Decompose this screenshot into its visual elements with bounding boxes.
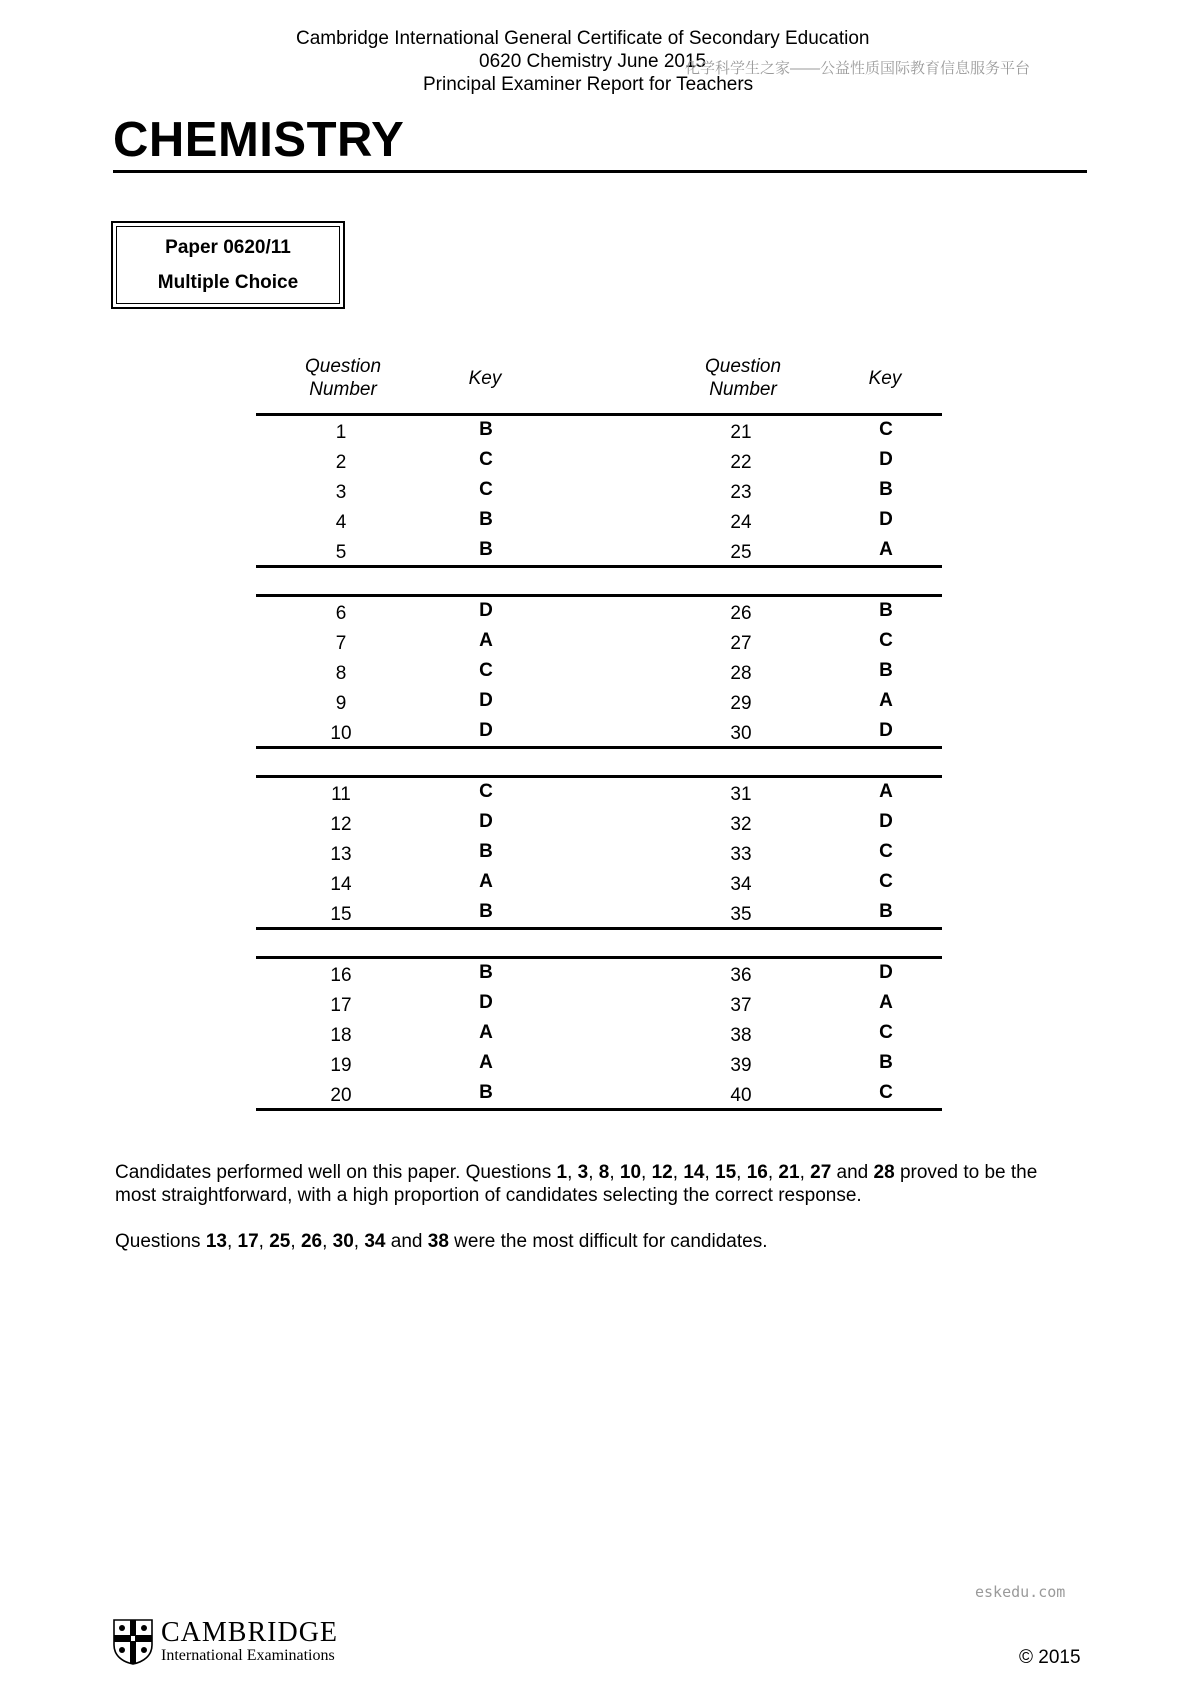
summary-text: , — [736, 1162, 747, 1183]
answer-key: D — [479, 992, 493, 1013]
table-rule — [256, 565, 942, 568]
summary-text: Questions — [115, 1231, 206, 1252]
question-number: 14 — [330, 874, 352, 895]
question-number: 8 — [335, 663, 347, 684]
summary-text: , — [704, 1162, 716, 1183]
question-number: 2 — [335, 452, 347, 473]
answer-key: C — [479, 449, 493, 470]
summary-text: Candidates performed well on this paper. Questions — [115, 1162, 557, 1183]
cambridge-logo — [113, 1618, 338, 1666]
summary-text: , — [567, 1162, 578, 1183]
answer-key: A — [879, 781, 893, 802]
table-rule — [256, 594, 942, 597]
answer-key: D — [479, 720, 493, 741]
question-number: 10 — [330, 723, 352, 744]
header-line-syllabus: 0620 Chemistry June 2015 — [479, 51, 707, 72]
summary-text: and — [385, 1231, 428, 1252]
answer-key: C — [879, 1082, 893, 1103]
question-number: 37 — [730, 995, 752, 1016]
summary-text: , — [290, 1231, 301, 1252]
question-ref: 8 — [598, 1162, 610, 1183]
answer-key: C — [879, 419, 893, 440]
answer-key: D — [879, 811, 893, 832]
answer-key: D — [479, 600, 493, 621]
answer-key: B — [479, 509, 493, 530]
question-ref: 34 — [364, 1231, 386, 1252]
question-number: 7 — [335, 633, 347, 654]
answer-key: B — [479, 419, 493, 440]
question-ref: 3 — [577, 1162, 589, 1183]
question-number: 31 — [730, 784, 752, 805]
logo-name: CAMBRIDGE — [161, 1617, 339, 1648]
question-number: 40 — [730, 1085, 752, 1106]
question-number: 28 — [730, 663, 752, 684]
header-line-report-type: Principal Examiner Report for Teachers — [423, 74, 754, 95]
question-ref: 26 — [300, 1231, 323, 1252]
table-rule — [256, 413, 942, 416]
question-number: 11 — [331, 784, 351, 805]
table-rule — [256, 956, 942, 959]
question-number: 3 — [335, 482, 347, 503]
header-text: Question — [304, 356, 382, 377]
page-title: CHEMISTRY — [113, 113, 405, 167]
summary-text: were the most difficult for candidates. — [448, 1231, 768, 1252]
question-number: 26 — [730, 603, 752, 624]
question-number: 27 — [730, 633, 752, 654]
question-number: 25 — [730, 542, 752, 563]
summary-paragraph-well — [115, 1161, 1075, 1207]
title-rule — [113, 170, 1087, 173]
question-number: 33 — [730, 844, 752, 865]
answer-key: A — [479, 1022, 493, 1043]
table-rule — [256, 775, 942, 778]
answer-key: A — [879, 539, 893, 560]
answer-key: C — [879, 1022, 893, 1043]
answer-key: B — [479, 539, 493, 560]
question-number-header-right — [673, 355, 813, 401]
question-ref: 30 — [332, 1231, 354, 1252]
answer-key: B — [479, 901, 493, 922]
question-ref: 21 — [778, 1162, 800, 1183]
answer-key: C — [879, 841, 893, 862]
question-ref: 17 — [237, 1231, 259, 1252]
answer-key: B — [879, 600, 893, 621]
question-number: 24 — [730, 512, 752, 533]
answer-key: D — [879, 720, 893, 741]
question-number: 12 — [330, 814, 352, 835]
summary-text: , — [258, 1231, 270, 1252]
header-text: Question — [704, 356, 782, 377]
question-number: 29 — [730, 693, 752, 714]
paper-code: Paper 0620/11 — [165, 237, 291, 258]
question-ref: 12 — [651, 1162, 673, 1183]
question-ref: 28 — [873, 1162, 895, 1183]
answer-key: D — [879, 962, 893, 983]
paper-box — [111, 221, 345, 309]
question-number: 15 — [330, 904, 352, 925]
question-number: 38 — [730, 1025, 752, 1046]
summary-text: , — [799, 1162, 811, 1183]
summary-text: , — [588, 1162, 599, 1183]
question-number: 34 — [730, 874, 752, 895]
table-rule — [256, 1108, 942, 1111]
question-ref: 38 — [427, 1231, 449, 1252]
question-number: 17 — [330, 995, 352, 1016]
summary-text: , — [641, 1162, 652, 1183]
answer-key: B — [879, 901, 893, 922]
question-number: 18 — [330, 1025, 352, 1046]
key-header-left: Key — [468, 368, 502, 389]
question-number: 9 — [335, 693, 347, 714]
answer-key: B — [479, 962, 493, 983]
header-text: Number — [309, 379, 377, 400]
answer-key: D — [479, 811, 493, 832]
answer-key: A — [479, 1052, 493, 1073]
answer-key: B — [479, 841, 493, 862]
summary-text: and — [831, 1162, 874, 1183]
question-number: 21 — [730, 422, 752, 443]
question-ref: 15 — [715, 1162, 737, 1183]
question-number: 36 — [730, 965, 752, 986]
answer-key: D — [479, 690, 493, 711]
question-number: 6 — [335, 603, 347, 624]
question-ref: 16 — [746, 1162, 768, 1183]
answer-key: D — [879, 509, 893, 530]
question-number: 23 — [730, 482, 752, 503]
question-ref: 1 — [556, 1162, 568, 1183]
answer-key: B — [879, 479, 893, 500]
question-ref: 25 — [269, 1231, 291, 1252]
summary-paragraph-difficult — [115, 1230, 1075, 1253]
answer-key: A — [479, 630, 493, 651]
question-number: 35 — [730, 904, 752, 925]
header-watermark: 化学科学生之家——公益性质国际教育信息服务平台 — [685, 60, 1031, 77]
answer-key: C — [479, 479, 493, 500]
table-rule — [256, 746, 942, 749]
question-number: 20 — [330, 1085, 352, 1106]
summary-text: , — [322, 1231, 333, 1252]
answer-key: D — [879, 449, 893, 470]
question-ref: 14 — [683, 1162, 705, 1183]
header-line-qualification: Cambridge International General Certificate of Secondary Education — [296, 28, 870, 49]
question-ref: 13 — [205, 1231, 227, 1252]
question-number: 19 — [330, 1055, 352, 1076]
answer-key: A — [879, 690, 893, 711]
answer-key: C — [479, 781, 493, 802]
header-text: Number — [709, 379, 777, 400]
answer-key: A — [879, 992, 893, 1013]
question-number: 5 — [335, 542, 347, 563]
question-ref: 10 — [619, 1162, 642, 1183]
paper-box-inner — [116, 226, 340, 304]
answer-key: A — [479, 871, 493, 892]
paper-type: Multiple Choice — [157, 272, 299, 293]
answer-key: C — [479, 660, 493, 681]
answer-key: B — [879, 1052, 893, 1073]
question-number: 22 — [730, 452, 752, 473]
question-ref: 27 — [810, 1162, 832, 1183]
question-number: 30 — [730, 723, 752, 744]
footer-watermark: eskedu.com — [975, 1583, 1066, 1601]
summary-text: , — [672, 1162, 684, 1183]
answer-key: C — [879, 630, 893, 651]
question-number: 1 — [335, 422, 347, 443]
copyright: © 2015 — [1019, 1647, 1081, 1668]
summary-text: , — [609, 1162, 620, 1183]
summary-text: , — [353, 1231, 365, 1252]
question-number: 32 — [730, 814, 752, 835]
question-number-header-left — [273, 355, 413, 401]
key-header-right: Key — [868, 368, 902, 389]
answer-key: B — [479, 1082, 493, 1103]
question-number: 39 — [730, 1055, 752, 1076]
cambridge-crest-icon — [113, 1619, 153, 1665]
question-number: 13 — [330, 844, 352, 865]
answer-key: B — [879, 660, 893, 681]
question-number: 16 — [330, 965, 352, 986]
table-rule — [256, 927, 942, 930]
summary-text: proved to be the most straightforward, with a high proportion of candidates selecting the correct response. — [115, 1162, 1038, 1206]
answer-key: C — [879, 871, 893, 892]
examiner-summary — [115, 1161, 1075, 1253]
summary-text: , — [226, 1231, 238, 1252]
summary-text: , — [767, 1162, 779, 1183]
question-number: 4 — [335, 512, 347, 533]
logo-subtitle: International Examinations — [161, 1647, 335, 1664]
